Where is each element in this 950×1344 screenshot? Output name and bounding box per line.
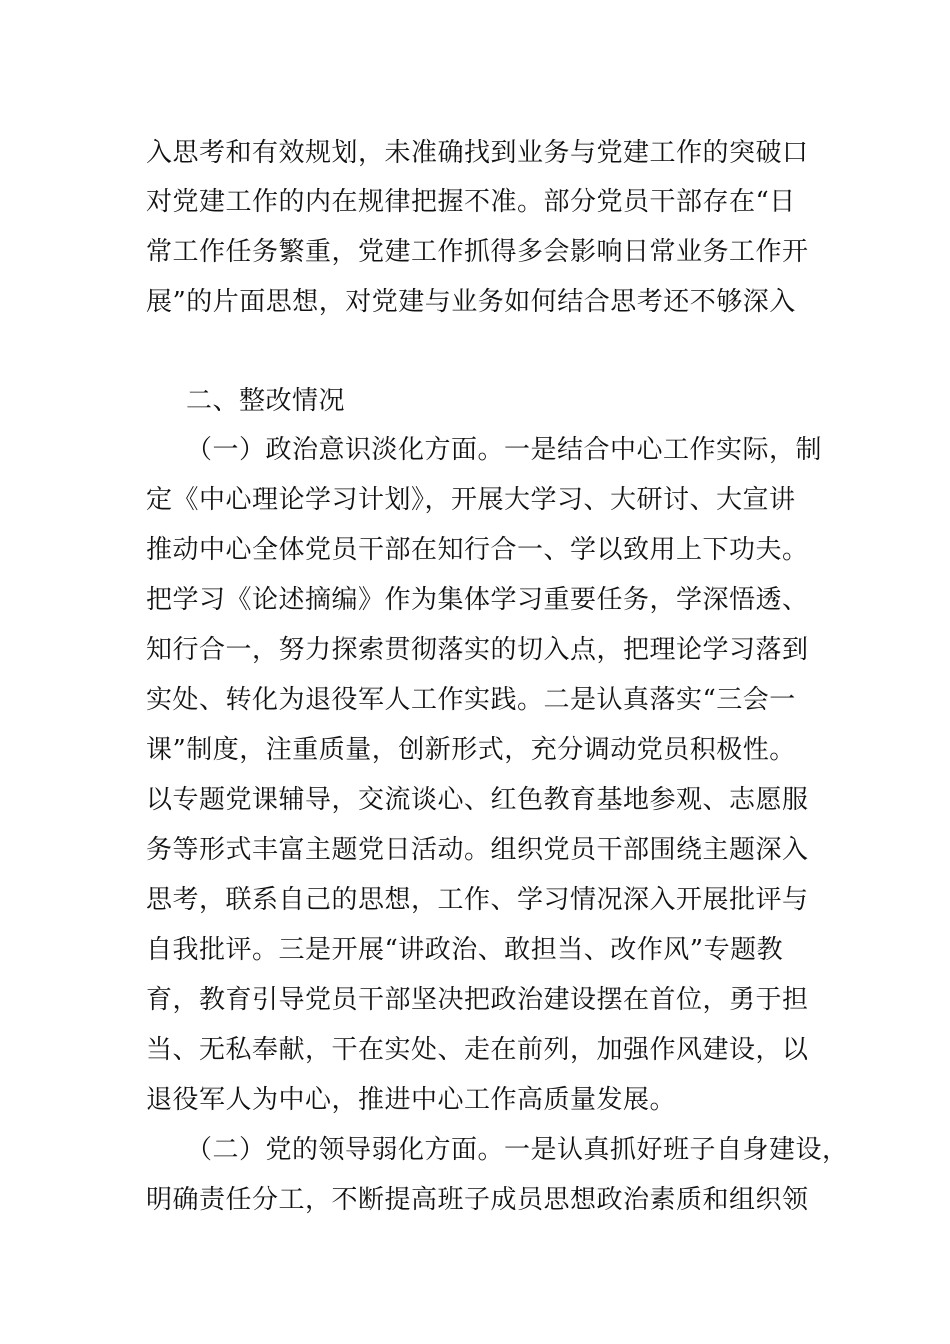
text-line: 课”制度，注重质量，创新形式，充分调动党员积极性。 — [146, 735, 796, 765]
text-line: 务等形式丰富主题党日活动。组织党员干部围绕主题深入 — [146, 835, 809, 865]
text-line: 自我批评。三是开展“讲政治、敢担当、改作风”专题教 — [146, 935, 784, 965]
text-line: 思考，联系自己的思想，工作、学习情况深入开展批评与 — [146, 885, 809, 915]
text-line: 实处、转化为退役军人工作实践。二是认真落实“三会一 — [146, 685, 796, 715]
text-line: 知行合一，努力探索贯彻落实的切入点，把理论学习落到 — [146, 635, 809, 665]
text-line: 育，教育引导党员干部坚决把政治建设摆在首位，勇于担 — [146, 985, 809, 1015]
paragraph-start-line: （一）政治意识淡化方面。一是结合中心工作实际，制 — [186, 435, 823, 465]
section-heading: 二、整改情况 — [186, 386, 346, 416]
text-line: 推动中心全体党员干部在知行合一、学以致用上下功夫。 — [146, 535, 809, 565]
text-line: 常工作任务繁重，党建工作抓得多会影响日常业务工作开 — [146, 237, 809, 267]
text-line: 把学习《论述摘编》作为集体学习重要任务，学深悟透、 — [146, 585, 809, 615]
text-line: 定《中心理论学习计划》，开展大学习、大研讨、大宣讲 — [146, 485, 796, 515]
paragraph-start-line: （二）党的领导弱化方面。一是认真抓好班子自身建设， — [186, 1135, 849, 1165]
text-line: 展”的片面思想，对党建与业务如何结合思考还不够深入 — [146, 287, 796, 317]
text-line: 入思考和有效规划，未准确找到业务与党建工作的突破口 — [146, 138, 809, 168]
text-line: 退役军人为中心，推进中心工作高质量发展。 — [146, 1085, 677, 1115]
text-line: 对党建工作的内在规律把握不准。部分党员干部存在“日 — [146, 187, 796, 217]
text-line: 明确责任分工，不断提高班子成员思想政治素质和组织领 — [146, 1185, 809, 1215]
text-line: 当、无私奉献，干在实处、走在前列，加强作风建设，以 — [146, 1035, 809, 1065]
text-line: 以专题党课辅导，交流谈心、红色教育基地参观、志愿服 — [146, 785, 809, 815]
